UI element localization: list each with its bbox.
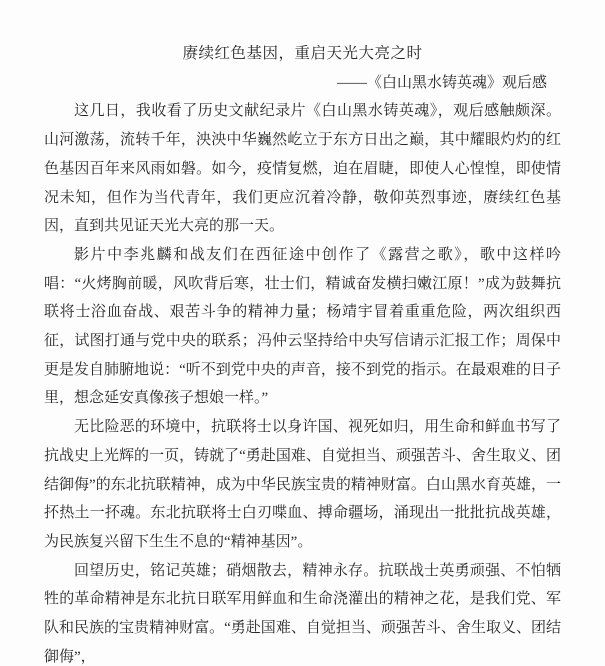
document-body — [44, 97, 561, 666]
paragraph: 回望历史，铭记英雄；硝烟散去，精神永存。抗联战士英勇顽强、不怕牺牲的革命精神是东北抗日联军用鲜血和生命浇灌出的精神之花，是我们党、军队和民族的宝贵精神财富。“勇赴国难、自觉担当、顽强苦斗、舍生取义、团结御侮”， — [44, 562, 561, 665]
document-subtitle: ——《白山黑水铸英魂》观后感 — [336, 74, 547, 91]
paragraph: 影片中李兆麟和战友们在西征途中创作了《露营之歌》，歌中这样吟唱：“火烤胸前暖，风吹背后寒，壮士们，精诚奋发横扫嫩江原！”成为鼓舞抗联将士浴血奋战、艰苦斗争的精神力量；杨靖宇冒着重重危险，两次组织西征，试图打通与党中央的联系；冯仲云坚持给中央写信请示汇报工作；周保中更是发自肺腑地说：“听不到党中央的声音，接不到党的指示。在最艰难的日子里，想念延安真像孩子想娘一样。” — [44, 246, 561, 407]
paragraph: 这几日，我收看了历史文献纪录片《白山黑水铸英魂》，观后感触颇深。山河激荡，流转千年，泱泱中华巍然屹立于东方日出之巅，其中耀眼灼灼的红色基因百年来风雨如磐。如今，疫情复燃，迫在眉睫，即使人心惶惶，即使情况未知，但作为当代青年，我们更应沉着冷静，敬仰英烈事迹，赓续红色基因，直到共见证天光大亮的那一天。 — [44, 103, 561, 235]
document-title: 赓续红色基因，重启天光大亮之时 — [182, 45, 423, 62]
paragraph: 无比险恶的环境中，抗联将士以身许国、视死如归，用生命和鲜血书写了抗战史上光辉的一页，铸就了“勇赴国难、自觉担当、顽强苦斗、舍生取义、团结御侮”的东北抗联精神，成为中华民族宝贵的精神财富。白山黑水育英雄，一抔热土一抔魂。东北抗联将士白刃喋血、搏命疆场，涌现出一批批抗战英雄，为民族复兴留下生生不息的“精神基因”。 — [44, 419, 561, 550]
